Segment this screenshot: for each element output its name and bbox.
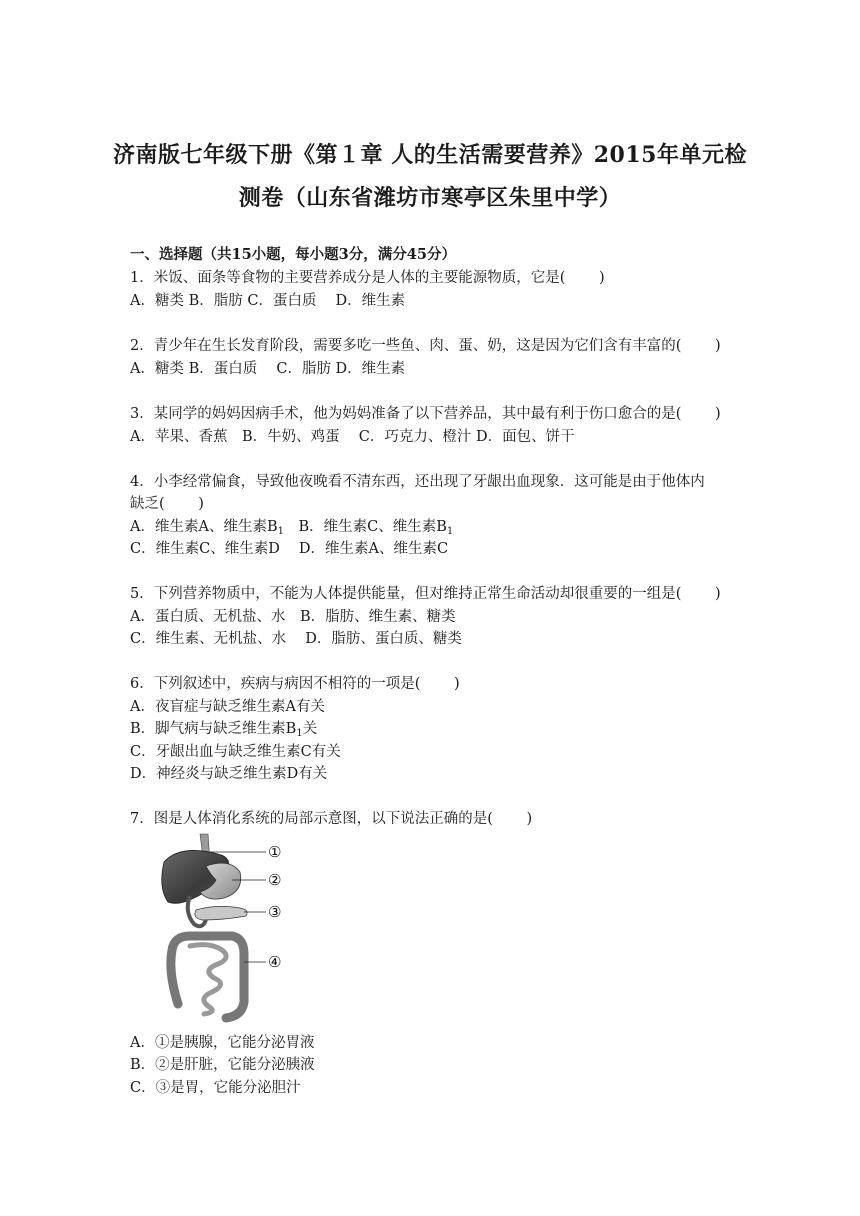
document-title-line1: 济南版七年级下册《第１章 人的生活需要营养》2015年单元检 bbox=[113, 142, 747, 168]
subscript: 1 bbox=[277, 526, 284, 537]
question-3-stem: 3．某同学的妈妈因病手术，他为妈妈准备了以下营养品，其中最有利于伤口愈合的是( ) bbox=[130, 406, 721, 422]
question-4-stem-line2: 缺乏( ) bbox=[130, 496, 204, 512]
question-2-stem: 2．青少年在生长发育阶段，需要多吃一些鱼、肉、蛋、奶，这是因为它们含有丰富的( ) bbox=[130, 338, 721, 354]
question-4-stem: 4．小李经常偏食，导致他夜晚看不清东西，还出现了牙龈出血现象．这可能是由于他体内 bbox=[130, 474, 705, 490]
question-1-options: A．糖类 B．脂肪 C．蛋白质 D．维生素 bbox=[130, 293, 406, 309]
question-1-stem: 1．米饭、面条等食物的主要营养成分是人体的主要能源物质，它是( ) bbox=[130, 270, 605, 286]
option-a-text: A．维生素A、维生素B bbox=[130, 519, 278, 535]
question-7-option-b: B．②是肝脏，它能分泌胰液 bbox=[130, 1057, 315, 1073]
section-heading: 一、选择题（共15小题，每小题3分，满分45分） bbox=[130, 246, 456, 263]
question-6-stem: 6．下列叙述中，疾病与病因不相符的一项是( ) bbox=[130, 676, 460, 692]
question-4-options-line1 bbox=[130, 515, 453, 537]
question-4-options-line2: C．维生素C、维生素D D．维生素A、维生素C bbox=[130, 541, 449, 557]
question-3-options: A．苹果、香蕉 B．牛奶、鸡蛋 C．巧克力、橙汁 D．面包、饼干 bbox=[130, 429, 575, 445]
figure-label-4: ④ bbox=[268, 953, 282, 971]
question-7-stem: 7．图是人体消化系统的局部示意图，以下说法正确的是( ) bbox=[130, 811, 533, 827]
figure-label-3: ③ bbox=[268, 903, 282, 921]
option-b-text: B．脚气病与缺乏维生素B bbox=[130, 721, 297, 737]
question-5-options-line1: A．蛋白质、无机盐、水 B．脂肪、维生素、糖类 bbox=[130, 609, 456, 625]
small-intestine-shape bbox=[190, 945, 226, 1014]
figure-label-1: ① bbox=[268, 843, 282, 861]
figure-label-2: ② bbox=[268, 871, 282, 889]
question-5-stem: 5．下列营养物质中，不能为人体提供能量，但对维持正常生命活动却很重要的一组是( ) bbox=[130, 586, 721, 602]
question-7-option-a: A．①是胰腺，它能分泌胃液 bbox=[130, 1035, 315, 1051]
pancreas-shape bbox=[195, 906, 247, 920]
question-6-option-c: C．牙龈出血与缺乏维生素C有关 bbox=[130, 744, 341, 760]
option-b-text: B．维生素C、维生素B bbox=[283, 519, 447, 535]
question-5-options-line2: C．维生素、无机盐、水 D．脂肪、蛋白质、糖类 bbox=[130, 631, 462, 647]
question-6-option-b bbox=[130, 717, 317, 739]
document-title-line2: 测卷（山东省潍坊市寒亭区朱里中学） bbox=[238, 185, 622, 211]
digestive-system-figure bbox=[160, 832, 300, 1024]
question-6-option-a: A．夜盲症与缺乏维生素A有关 bbox=[130, 699, 325, 715]
option-b-suffix: 关 bbox=[302, 721, 318, 737]
question-2-options: A．糖类 B．蛋白质 C．脂肪 D．维生素 bbox=[130, 361, 406, 377]
question-7-option-c: C．③是胃，它能分泌胆汁 bbox=[130, 1080, 301, 1096]
question-6-option-d: D．神经炎与缺乏维生素D有关 bbox=[130, 766, 328, 782]
subscript: 1 bbox=[296, 728, 303, 739]
subscript: 1 bbox=[446, 526, 454, 537]
